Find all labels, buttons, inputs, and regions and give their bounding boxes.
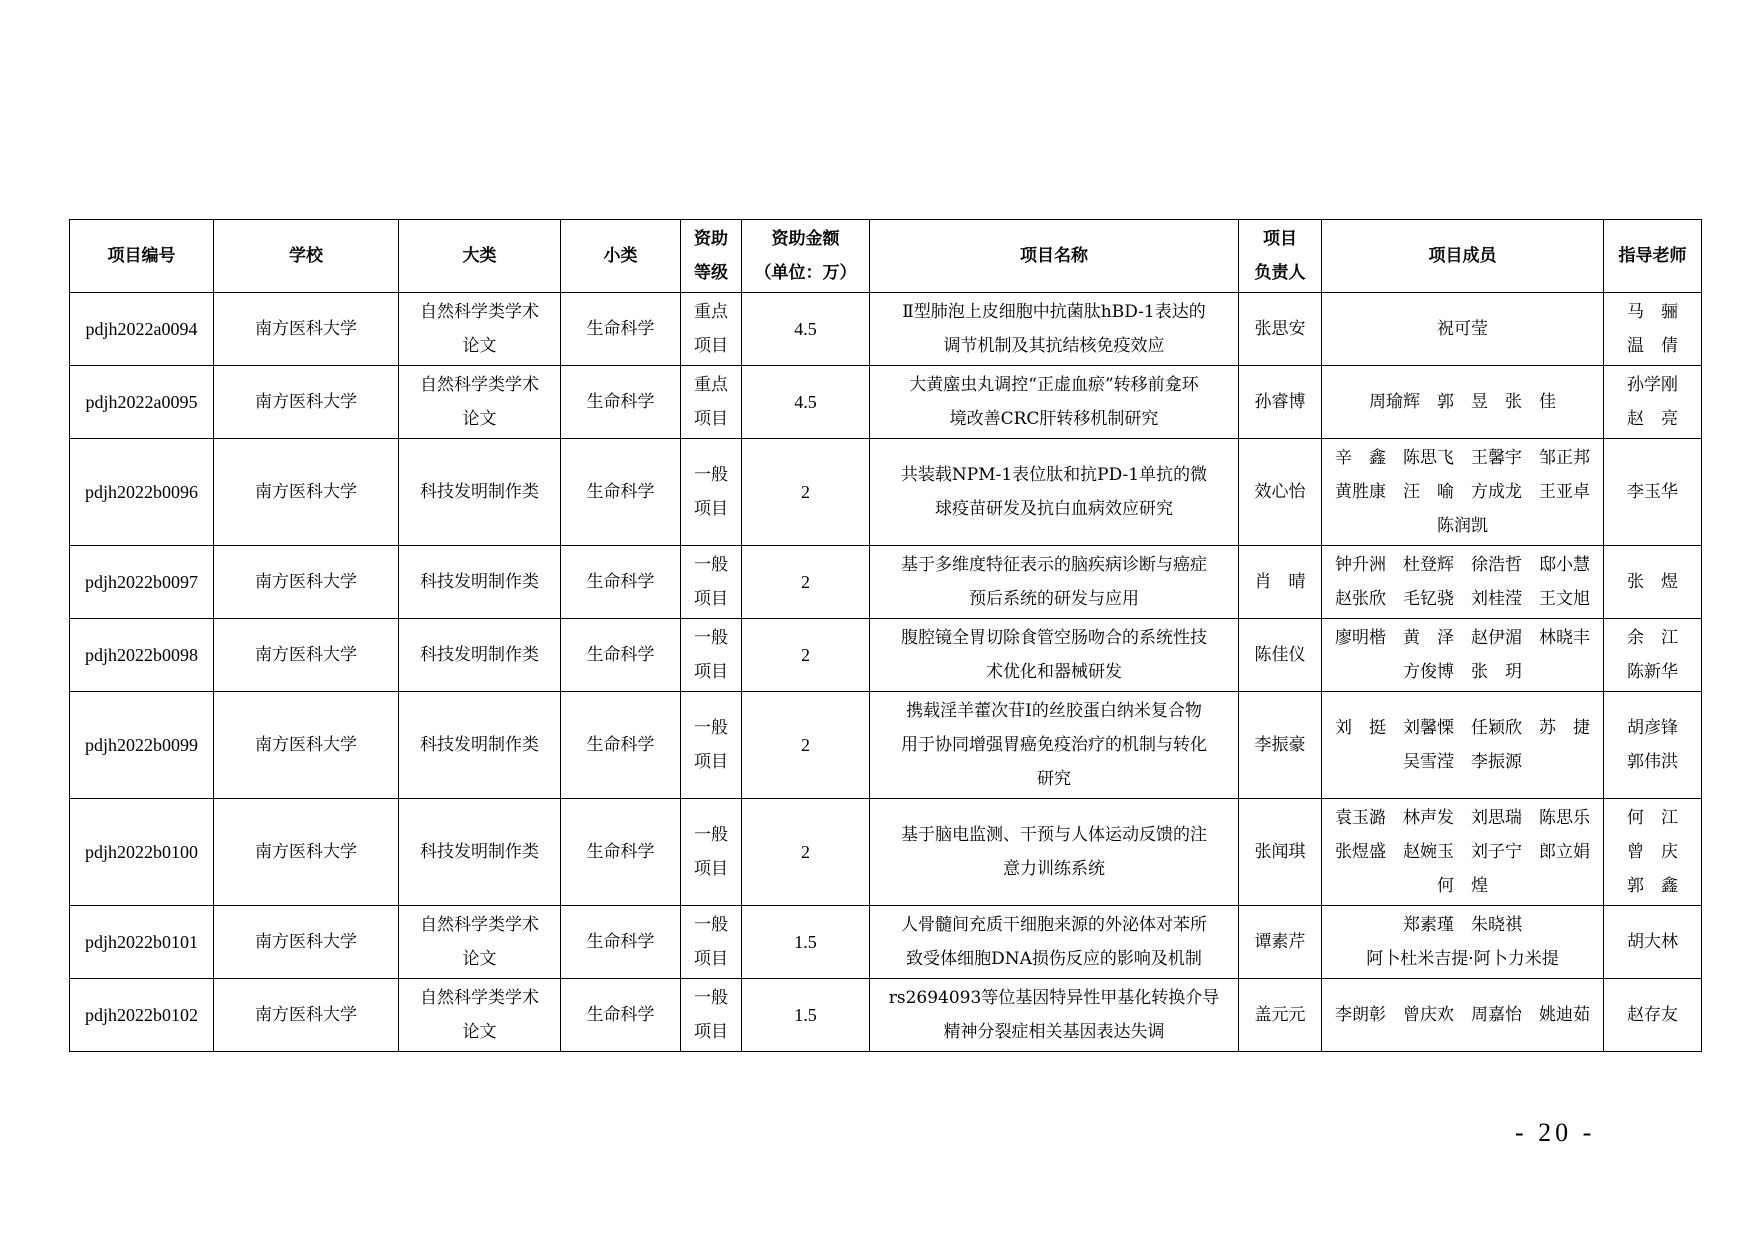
table-row [70,799,1702,906]
header-level: 资助 等级 [681,220,742,293]
project-title-cell: 大黄䗪虫丸调控“正虚血瘀”转移前龛环 境改善CRC肝转移机制研究 [870,366,1239,439]
advisor-cell: 张 煜 [1604,546,1702,619]
amount-cell: 2 [742,799,870,906]
level-cell: 一般 项目 [681,546,742,619]
header-leader: 项目 负责人 [1239,220,1322,293]
amount-cell: 1.5 [742,979,870,1052]
advisor-cell: 李玉华 [1604,439,1702,546]
advisor-cell: 何 江 曾 庆 郭 鑫 [1604,799,1702,906]
table-header-row [70,220,1702,293]
table-row [70,366,1702,439]
advisor-cell: 胡大林 [1604,906,1702,979]
level-cell: 一般 项目 [681,799,742,906]
subcategory-cell: 生命科学 [561,439,681,546]
subcategory-cell: 生命科学 [561,293,681,366]
leader-cell: 张思安 [1239,293,1322,366]
page-number: - 20 - [1515,1118,1596,1147]
amount-cell: 2 [742,619,870,692]
project-title-cell: 腹腔镜全胃切除食管空肠吻合的系统性技 术优化和器械研发 [870,619,1239,692]
members-cell: 袁玉潞 林声发 刘思瑞 陈思乐 张煜盛 赵婉玉 刘子宁 郎立娟 何 煌 [1322,799,1604,906]
level-cell: 一般 项目 [681,692,742,799]
header-project-code: 项目编号 [70,220,214,293]
table-row [70,439,1702,546]
leader-cell: 盖元元 [1239,979,1322,1052]
project-title-cell: 人骨髓间充质干细胞来源的外泌体对苯所 致受体细胞DNA损伤反应的影响及机制 [870,906,1239,979]
table-row [70,692,1702,799]
members-cell: 祝可莹 [1322,293,1604,366]
school-cell: 南方医科大学 [214,366,399,439]
subcategory-cell: 生命科学 [561,979,681,1052]
leader-cell: 孙睿博 [1239,366,1322,439]
subcategory-cell: 生命科学 [561,366,681,439]
project-code-cell: pdjh2022b0098 [70,619,214,692]
advisor-cell: 孙学刚 赵 亮 [1604,366,1702,439]
leader-cell: 陈佳仪 [1239,619,1322,692]
advisor-cell: 胡彦锋 郭伟洪 [1604,692,1702,799]
header-amount: 资助金额 （单位：万） [742,220,870,293]
category-cell: 自然科学类学术 论文 [399,906,561,979]
project-table [69,219,1702,1052]
project-title-cell: 共装载NPM-1表位肽和抗PD-1单抗的微 球疫苗研发及抗白血病效应研究 [870,439,1239,546]
school-cell: 南方医科大学 [214,546,399,619]
school-cell: 南方医科大学 [214,979,399,1052]
school-cell: 南方医科大学 [214,906,399,979]
category-cell: 自然科学类学术 论文 [399,366,561,439]
leader-cell: 肖 晴 [1239,546,1322,619]
school-cell: 南方医科大学 [214,293,399,366]
table-row [70,293,1702,366]
project-title-cell: Ⅱ型肺泡上皮细胞中抗菌肽hBD-1表达的 调节机制及其抗结核免疫效应 [870,293,1239,366]
level-cell: 一般 项目 [681,979,742,1052]
school-cell: 南方医科大学 [214,439,399,546]
category-cell: 科技发明制作类 [399,546,561,619]
header-project-title: 项目名称 [870,220,1239,293]
project-title-cell: 基于脑电监测、干预与人体运动反馈的注 意力训练系统 [870,799,1239,906]
project-code-cell: pdjh2022b0099 [70,692,214,799]
amount-cell: 4.5 [742,293,870,366]
category-cell: 科技发明制作类 [399,619,561,692]
leader-cell: 效心怡 [1239,439,1322,546]
project-code-cell: pdjh2022b0101 [70,906,214,979]
subcategory-cell: 生命科学 [561,799,681,906]
school-cell: 南方医科大学 [214,799,399,906]
category-cell: 科技发明制作类 [399,692,561,799]
members-cell: 李朗彰 曾庆欢 周嘉怡 姚迪茹 [1322,979,1604,1052]
header-subcategory: 小类 [561,220,681,293]
amount-cell: 2 [742,692,870,799]
category-cell: 自然科学类学术 论文 [399,979,561,1052]
project-table-container [69,219,1701,1052]
category-cell: 科技发明制作类 [399,439,561,546]
table-row [70,546,1702,619]
table-body [70,293,1702,1052]
project-title-cell: 基于多维度特征表示的脑疾病诊断与癌症 预后系统的研发与应用 [870,546,1239,619]
level-cell: 一般 项目 [681,619,742,692]
school-cell: 南方医科大学 [214,619,399,692]
members-cell: 郑素瑾 朱晓祺 阿卜杜米吉提·阿卜力米提 [1322,906,1604,979]
project-title-cell: 携载淫羊藿次苷Ⅰ的丝胶蛋白纳米复合物 用于协同增强胃癌免疫治疗的机制与转化 研究 [870,692,1239,799]
leader-cell: 谭素芹 [1239,906,1322,979]
amount-cell: 4.5 [742,366,870,439]
amount-cell: 2 [742,439,870,546]
members-cell: 辛 鑫 陈思飞 王馨宇 邹正邦 黄胜康 汪 喻 方成龙 王亚卓 陈润凯 [1322,439,1604,546]
level-cell: 重点 项目 [681,366,742,439]
project-code-cell: pdjh2022b0096 [70,439,214,546]
leader-cell: 张闻琪 [1239,799,1322,906]
category-cell: 自然科学类学术 论文 [399,293,561,366]
advisor-cell: 余 江 陈新华 [1604,619,1702,692]
members-cell: 廖明楷 黄 泽 赵伊湄 林晓丰 方俊博 张 玥 [1322,619,1604,692]
table-row [70,979,1702,1052]
subcategory-cell: 生命科学 [561,546,681,619]
school-cell: 南方医科大学 [214,692,399,799]
project-code-cell: pdjh2022a0095 [70,366,214,439]
subcategory-cell: 生命科学 [561,692,681,799]
members-cell: 钟升洲 杜登辉 徐浩哲 邸小慧 赵张欣 毛钇骁 刘桂滢 王文旭 [1322,546,1604,619]
header-advisor: 指导老师 [1604,220,1702,293]
members-cell: 刘 挺 刘馨慄 任颖欣 苏 捷 吴雪滢 李振源 [1322,692,1604,799]
level-cell: 重点 项目 [681,293,742,366]
subcategory-cell: 生命科学 [561,619,681,692]
header-category: 大类 [399,220,561,293]
header-school: 学校 [214,220,399,293]
amount-cell: 2 [742,546,870,619]
members-cell: 周瑜辉 郭 昱 张 佳 [1322,366,1604,439]
amount-cell: 1.5 [742,906,870,979]
project-code-cell: pdjh2022a0094 [70,293,214,366]
level-cell: 一般 项目 [681,906,742,979]
project-code-cell: pdjh2022b0097 [70,546,214,619]
leader-cell: 李振豪 [1239,692,1322,799]
category-cell: 科技发明制作类 [399,799,561,906]
project-title-cell: rs2694093等位基因特异性甲基化转换介导 精神分裂症相关基因表达失调 [870,979,1239,1052]
advisor-cell: 赵存友 [1604,979,1702,1052]
level-cell: 一般 项目 [681,439,742,546]
project-code-cell: pdjh2022b0102 [70,979,214,1052]
project-code-cell: pdjh2022b0100 [70,799,214,906]
advisor-cell: 马 骊 温 倩 [1604,293,1702,366]
header-members: 项目成员 [1322,220,1604,293]
table-row [70,619,1702,692]
table-row [70,906,1702,979]
subcategory-cell: 生命科学 [561,906,681,979]
